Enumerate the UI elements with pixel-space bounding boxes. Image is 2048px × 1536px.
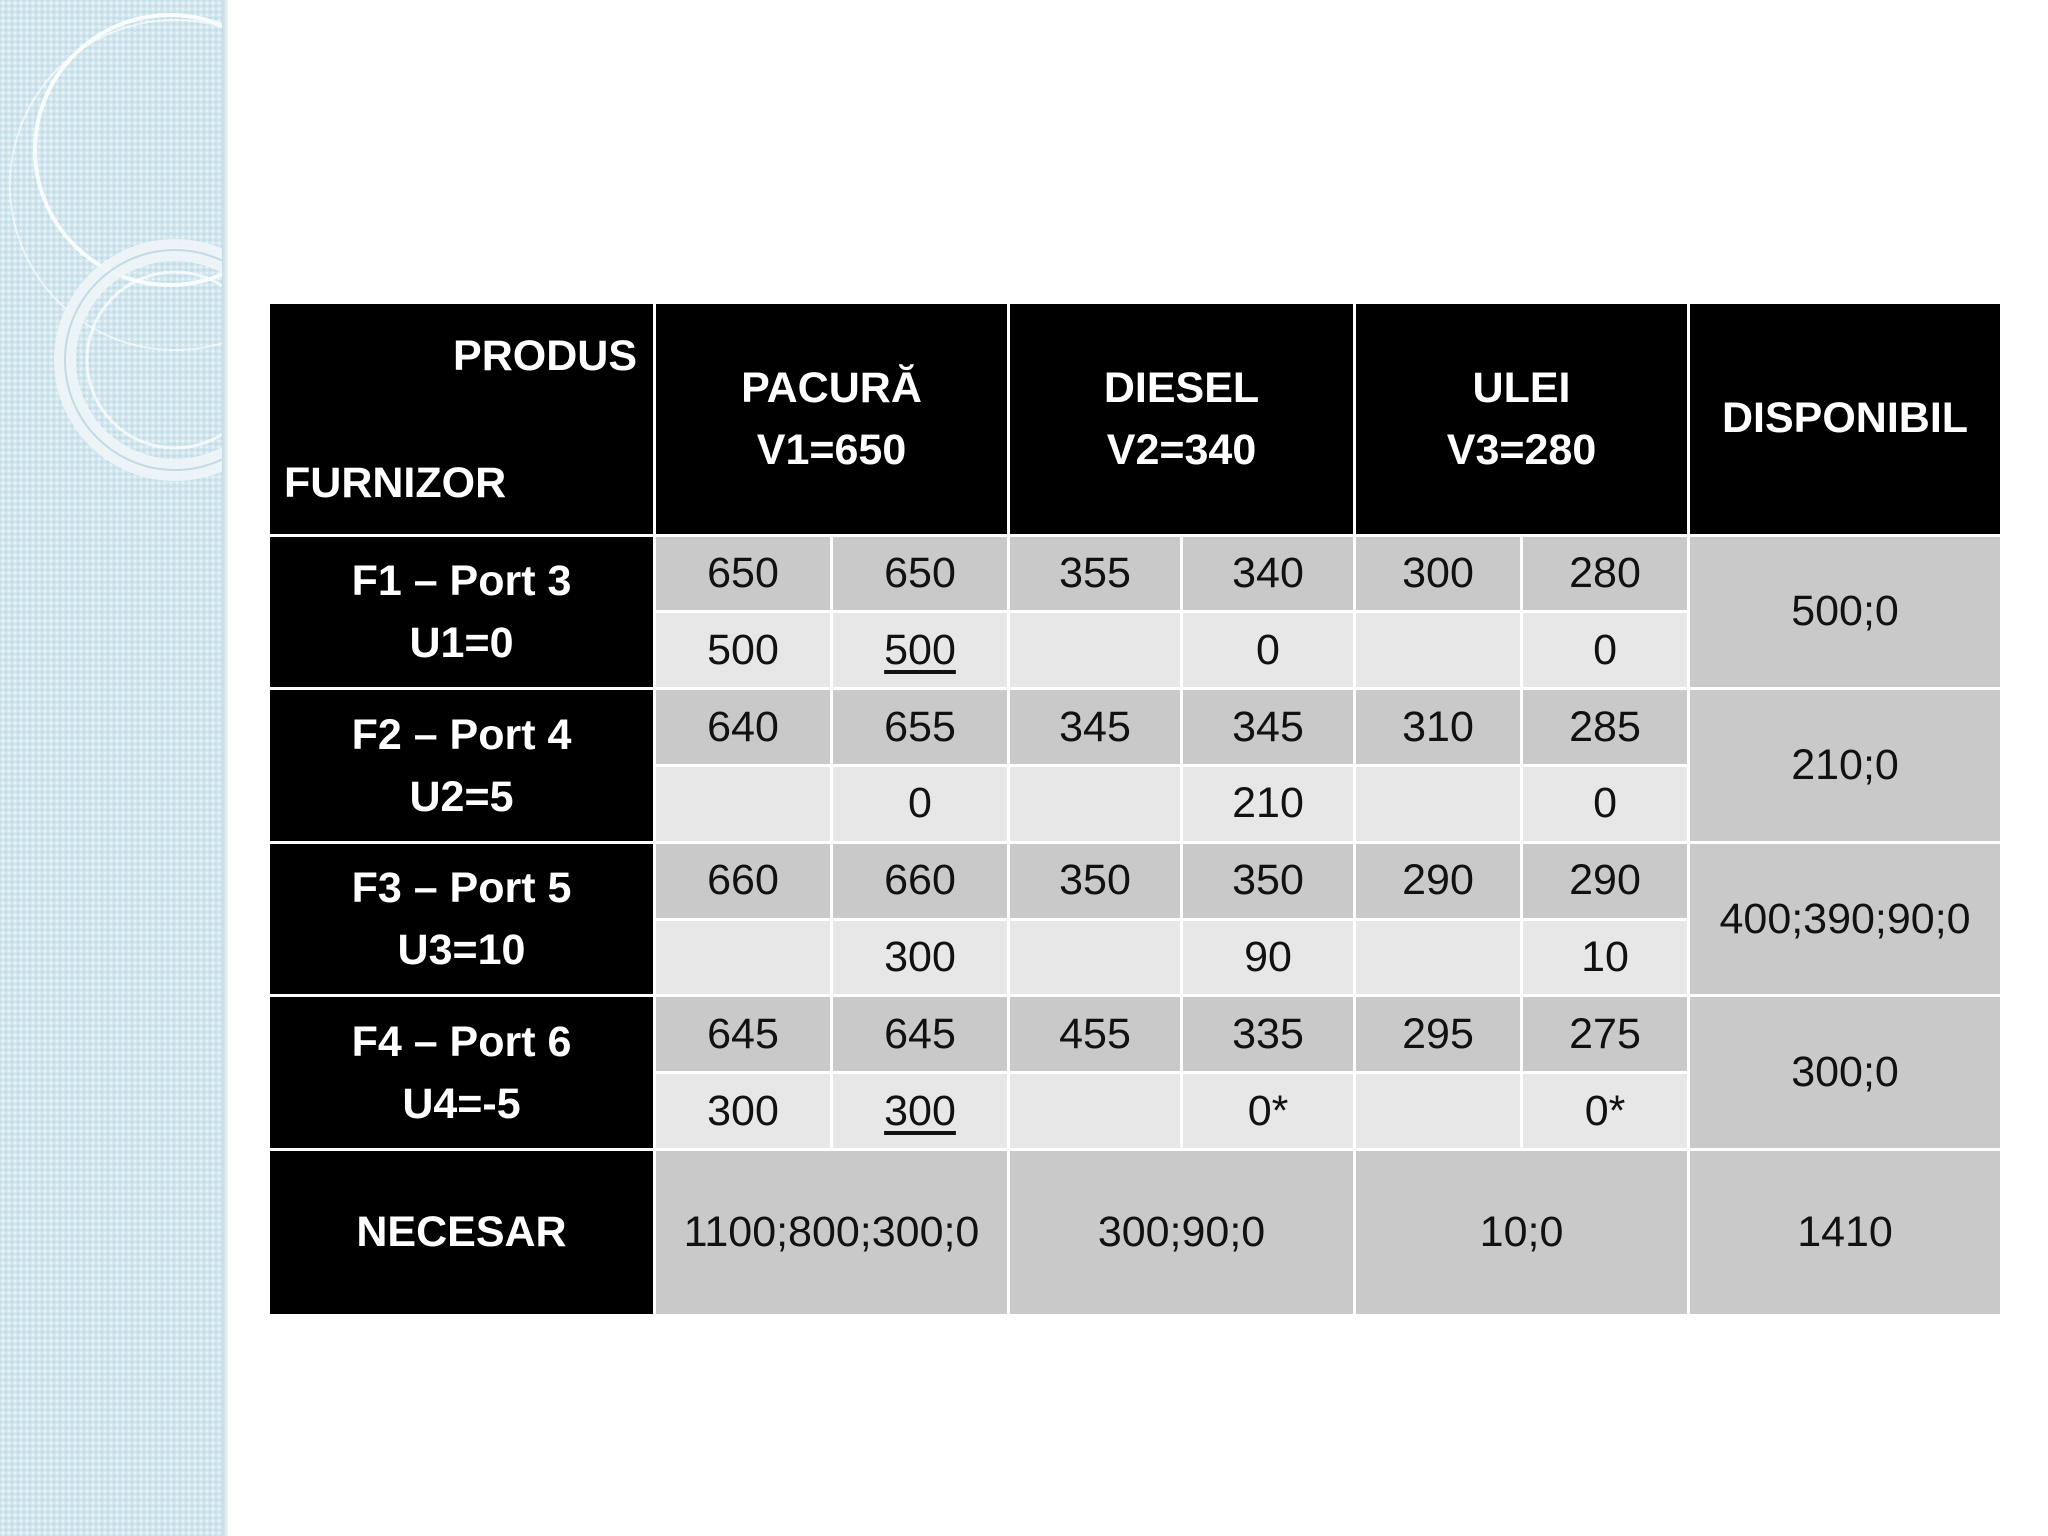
alloc-cell: 300 bbox=[833, 1074, 1007, 1148]
alloc-cell bbox=[1010, 921, 1180, 995]
alloc-cell bbox=[1356, 613, 1520, 687]
column-header-diesel: DIESEL V2=340 bbox=[1010, 304, 1353, 534]
corner-header bbox=[270, 304, 653, 534]
available-cell: 500;0 bbox=[1690, 537, 2000, 688]
column-header-pacura: PACURĂ V1=650 bbox=[656, 304, 1007, 534]
alloc-cell bbox=[1010, 767, 1180, 841]
cost-cell: 650 bbox=[833, 537, 1007, 611]
product-label: PRODUS bbox=[453, 332, 637, 380]
table-row-f2-costs bbox=[270, 690, 2000, 764]
footer-row bbox=[270, 1151, 2000, 1314]
alloc-cell bbox=[1356, 767, 1520, 841]
sidebar-edge bbox=[222, 0, 228, 1536]
alloc-cell bbox=[1356, 921, 1520, 995]
supplier-label: FURNIZOR bbox=[284, 458, 507, 507]
cost-cell: 645 bbox=[833, 997, 1007, 1071]
cost-cell: 310 bbox=[1356, 690, 1520, 764]
available-cell: 400;390;90;0 bbox=[1690, 844, 2000, 995]
alloc-cell: 0 bbox=[1183, 613, 1353, 687]
table-row-f4-costs bbox=[270, 997, 2000, 1071]
alloc-cell: 0* bbox=[1523, 1074, 1687, 1148]
cost-cell: 355 bbox=[1010, 537, 1180, 611]
cost-cell: 645 bbox=[656, 997, 830, 1071]
alloc-cell: 500 bbox=[656, 613, 830, 687]
cost-cell: 275 bbox=[1523, 997, 1687, 1071]
alloc-cell bbox=[1356, 1074, 1520, 1148]
total-cell: 1410 bbox=[1690, 1151, 2000, 1314]
alloc-cell bbox=[656, 767, 830, 841]
alloc-cell: 90 bbox=[1183, 921, 1353, 995]
requirement-cell-diesel: 300;90;0 bbox=[1010, 1151, 1353, 1314]
requirement-label: NECESAR bbox=[270, 1151, 653, 1314]
row-header-f4: F4 – Port 6 U4=-5 bbox=[270, 997, 653, 1148]
alloc-cell bbox=[1010, 1074, 1180, 1148]
column-header-available: DISPONIBIL bbox=[1690, 304, 2000, 534]
table-row-f1-costs bbox=[270, 537, 2000, 611]
cost-cell: 345 bbox=[1010, 690, 1180, 764]
transport-table bbox=[267, 301, 2003, 1317]
alloc-cell: 300 bbox=[656, 1074, 830, 1148]
alloc-cell: 0 bbox=[1523, 613, 1687, 687]
available-cell: 210;0 bbox=[1690, 690, 2000, 841]
alloc-cell bbox=[1010, 613, 1180, 687]
decorative-rings bbox=[0, 0, 228, 1536]
cost-cell: 350 bbox=[1183, 844, 1353, 918]
alloc-cell bbox=[656, 921, 830, 995]
alloc-cell: 0 bbox=[833, 767, 1007, 841]
cost-cell: 660 bbox=[656, 844, 830, 918]
cost-cell: 300 bbox=[1356, 537, 1520, 611]
available-cell: 300;0 bbox=[1690, 997, 2000, 1148]
cost-cell: 350 bbox=[1010, 844, 1180, 918]
alloc-cell: 0* bbox=[1183, 1074, 1353, 1148]
cost-cell: 655 bbox=[833, 690, 1007, 764]
cost-cell: 650 bbox=[656, 537, 830, 611]
cost-cell: 290 bbox=[1523, 844, 1687, 918]
requirement-cell-ulei: 10;0 bbox=[1356, 1151, 1687, 1314]
decorative-sidebar bbox=[0, 0, 228, 1536]
cost-cell: 280 bbox=[1523, 537, 1687, 611]
requirement-cell-pacura: 1100;800;300;0 bbox=[656, 1151, 1007, 1314]
cost-cell: 290 bbox=[1356, 844, 1520, 918]
cost-cell: 295 bbox=[1356, 997, 1520, 1071]
cost-cell: 340 bbox=[1183, 537, 1353, 611]
alloc-cell: 300 bbox=[833, 921, 1007, 995]
row-header-f2: F2 – Port 4 U2=5 bbox=[270, 690, 653, 841]
cost-cell: 335 bbox=[1183, 997, 1353, 1071]
cost-cell: 285 bbox=[1523, 690, 1687, 764]
cost-cell: 455 bbox=[1010, 997, 1180, 1071]
alloc-cell: 10 bbox=[1523, 921, 1687, 995]
row-header-f3: F3 – Port 5 U3=10 bbox=[270, 844, 653, 995]
row-header-f1: F1 – Port 3 U1=0 bbox=[270, 537, 653, 688]
table-row-f3-costs bbox=[270, 844, 2000, 918]
cost-cell: 660 bbox=[833, 844, 1007, 918]
alloc-cell: 0 bbox=[1523, 767, 1687, 841]
alloc-cell: 210 bbox=[1183, 767, 1353, 841]
header-row bbox=[270, 304, 2000, 534]
alloc-cell: 500 bbox=[833, 613, 1007, 687]
cost-cell: 345 bbox=[1183, 690, 1353, 764]
cost-cell: 640 bbox=[656, 690, 830, 764]
column-header-ulei: ULEI V3=280 bbox=[1356, 304, 1687, 534]
